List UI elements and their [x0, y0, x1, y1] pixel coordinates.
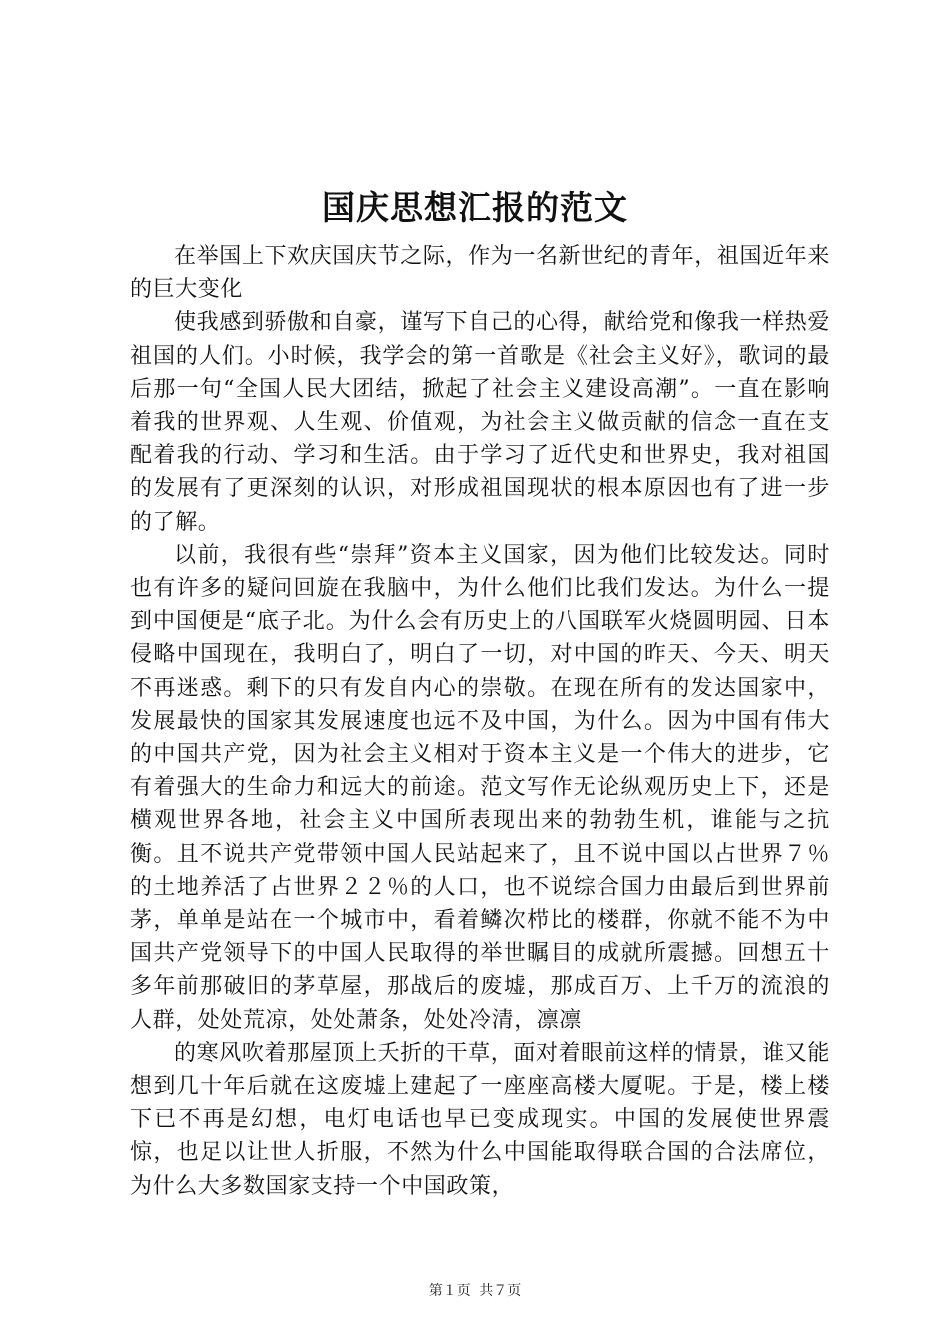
- page-footer: [0, 1282, 950, 1300]
- page-number: 第１页: [428, 1283, 471, 1299]
- page-total: 共７页: [479, 1283, 522, 1299]
- document-body: [130, 240, 830, 1203]
- paragraph-1: 在举国上下欢庆国庆节之际，作为一名新世纪的青年，祖国近年来的巨大变化: [130, 244, 830, 303]
- paragraph-3: 以前，我很有些“崇拜”资本主义国家，因为他们比较发达。同时也有许多的疑问回旋在我脑中，为什么他们比我们发达。为什么一提到中国便是“底子北。为什么会有历史上的八国联军火烧圆明园、日本侵略中国现在，我明白了，明白了一切，对中国的昨天、今天、明天不再迷惑。剩下的只有发自内心的崇敬。在现在所有的发达国家中，发展最快的国家其发展速度也远不及中国，为什么。因为中国有伟大的中国共产党，因为社会主义相对于资本主义是一个伟大的进步，它有着强大的生命力和远大的前途。范文写作无论纵观历史上下，还是横观世界各地，社会主义中国所表现出来的勃勃生机，谁能与之抗衡。且不说共产党带领中国人民站起来了，且不说中国以占世界７％的土地养活了占世界２２％的人口，也不说综合国力由最后到世界前茅，单单是站在一个城市中，看着鳞次栉比的楼群，你就不能不为中国共产党领导下的中国人民取得的举世瞩目的成就所震撼。回想五十多年前那破旧的茅草屋，那战后的废墟，那成百万、上千万的流浪的人群，处处荒凉，处处萧条，处处冷清，凛凛: [130, 542, 830, 1033]
- document-title: 国庆思想汇报的范文: [322, 188, 628, 227]
- paragraph-2: 使我感到骄傲和自豪，谨写下自己的心得，献给党和像我一样热爱祖国的人们。小时候，我学会的第一首歌是《社会主义好》，歌词的最后那一句“全国人民大团结，掀起了社会主义建设高潮”。一直在影响着我的世界观、人生观、价值观，为社会主义做贡献的信念一直在支配着我的行动、学习和生活。由于学习了近代史和世界史，我对祖国的发展有了更深刻的认识，对形成祖国现状的根本原因也有了进一步的了解。: [130, 310, 830, 535]
- paragraph-4: 的寒风吹着那屋顶上夭折的干草，面对着眼前这样的情景，谁又能想到几十年后就在这废墟上建起了一座座高楼大厦呢。于是，楼上楼下已不再是幻想，电灯电话也早已变成现实。中国的发展使世界震惊，也足以让世人折服，不然为什么中国能取得联合国的合法席位，为什么大多数国家支持一个中国政策，: [130, 1040, 830, 1199]
